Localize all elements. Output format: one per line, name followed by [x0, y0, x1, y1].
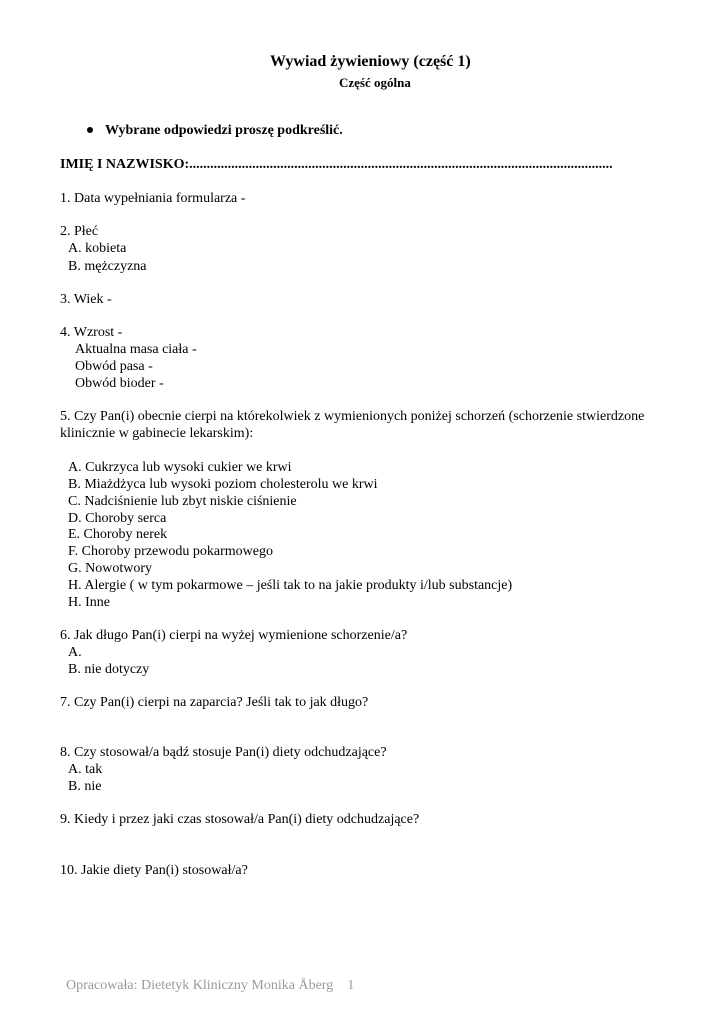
q4-sub-waist: Obwód pasa - — [75, 359, 153, 374]
q2-option-b: B. mężczyzna — [68, 259, 147, 274]
q5-option-a: A. Cukrzyca lub wysoki cukier we krwi — [68, 460, 292, 475]
question-3: 3. Wiek - — [60, 292, 112, 307]
q5-option-h: H. Alergie ( w tym pokarmowe – jeśli tak to na jakie produkty i/lub substancje) — [68, 578, 513, 593]
question-6: 6. Jak długo Pan(i) cierpi na wyżej wymienione schorzenie/a? — [60, 628, 408, 643]
q8-option-b: B. nie — [68, 779, 102, 794]
question-4: 4. Wzrost - — [60, 325, 123, 340]
name-field-label: IMIĘ I NAZWISKO:......................................................................................................................... — [60, 157, 613, 172]
page-title: Wywiad żywieniowy (część 1) — [270, 53, 471, 70]
instruction-text: Wybrane odpowiedzi proszę podkreślić. — [105, 123, 343, 138]
q5-option-other: H. Inne — [68, 595, 110, 610]
question-9: 9. Kiedy i przez jaki czas stosował/a Pan(i) diety odchudzające? — [60, 812, 420, 827]
q6-option-b: B. nie dotyczy — [68, 662, 150, 677]
question-2: 2. Płeć — [60, 224, 99, 239]
page-footer: Opracowała: Dietetyk Kliniczny Monika Åberg 1 — [66, 978, 355, 993]
bullet-icon — [87, 127, 93, 133]
q4-sub-hips: Obwód bioder - — [75, 376, 164, 391]
question-7: 7. Czy Pan(i) cierpi na zaparcia? Jeśli tak to jak długo? — [60, 695, 369, 710]
question-8: 8. Czy stosował/a bądź stosuje Pan(i) diety odchudzające? — [60, 745, 387, 760]
q5-option-c: C. Nadciśnienie lub zbyt niskie ciśnienie — [68, 494, 297, 509]
q8-option-a: A. tak — [68, 762, 103, 777]
q5-option-f: F. Choroby przewodu pokarmowego — [68, 544, 273, 559]
question-10: 10. Jakie diety Pan(i) stosował/a? — [60, 863, 248, 878]
q4-sub-weight: Aktualna masa ciała - — [75, 342, 197, 357]
question-1: 1. Data wypełniania formularza - — [60, 191, 246, 206]
q5-option-b: B. Miażdżyca lub wysoki poziom cholesterolu we krwi — [68, 477, 378, 492]
question-5-line-1: 5. Czy Pan(i) obecnie cierpi na którekolwiek z wymienionych poniżej schorzeń (schorzenie stwierdzone — [60, 409, 645, 424]
question-5-line-2: klinicznie w gabinecie lekarskim): — [60, 426, 254, 441]
q5-option-e: E. Choroby nerek — [68, 527, 168, 542]
page-subtitle: Część ogólna — [339, 75, 411, 90]
q5-option-g: G. Nowotwory — [68, 561, 152, 576]
q2-option-a: A. kobieta — [68, 241, 127, 256]
q6-option-a: A. — [68, 645, 82, 660]
q5-option-d: D. Choroby serca — [68, 511, 167, 526]
